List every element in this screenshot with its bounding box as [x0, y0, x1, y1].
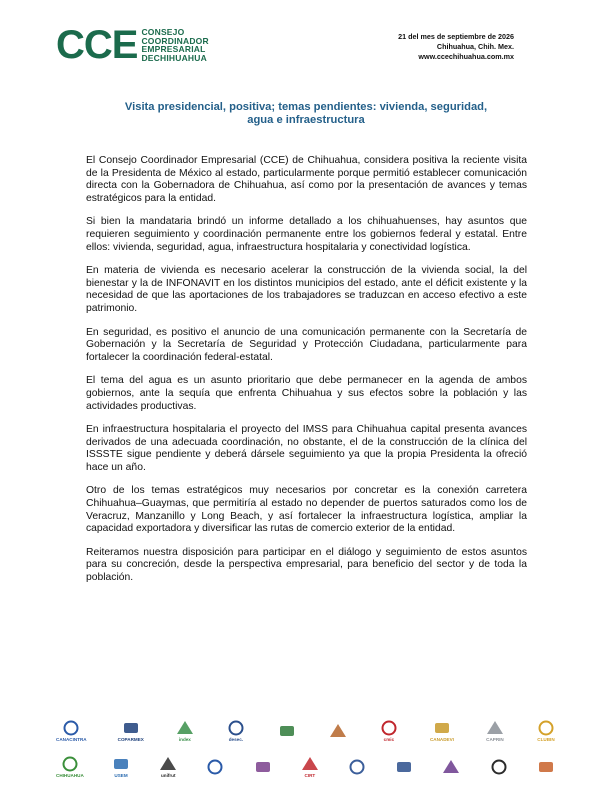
member-logo-mark: [175, 720, 195, 736]
website-link[interactable]: www.ccechihuahua.com.mx: [418, 52, 514, 61]
paragraph: Si bien la mandataria brindó un informe detallado a los chihuahuenses, hay asuntos que requieren seguimiento y coordinación permanente entre los gobiernos federal y estatal. Entre ellos: vivienda, seguridad, agua, infraestructura hospitalaria y conectividad logística.: [86, 216, 527, 253]
document-meta: [398, 32, 514, 62]
member-logo: [175, 720, 195, 742]
member-logo-mark: [111, 756, 131, 772]
letterhead: [0, 0, 612, 90]
member-logo: [226, 720, 246, 742]
member-logo-mark: [328, 723, 348, 739]
member-logo: [485, 720, 505, 742]
press-release-body: [86, 155, 527, 596]
logo-word-line: EMPRESARIAL: [141, 44, 206, 55]
member-logo: [158, 756, 178, 778]
title-line: Visita presidencial, positiva; temas pendientes: vivienda, seguridad,: [124, 101, 488, 113]
member-logo-mark: [489, 759, 509, 775]
paragraph: En seguridad, es positivo el anuncio de una comunicación permanente con la Secretaría de Gobernación y la Secretaría de Seguridad y Protección Ciudadana, particularmente para fortalecer la coordinación federal-estatal.: [86, 326, 527, 363]
member-logo: [430, 720, 454, 742]
paragraph: El tema del agua es un asunto prioritario que debe permanecer en la agenda de ambos gobiernos, ante la sequía que enfrenta Chihuahua y sus efectos sobre la población y las actividades productivas.: [86, 375, 527, 412]
member-logo-mark: [253, 759, 273, 775]
member-logo-name: index: [178, 737, 191, 742]
member-logo: [300, 756, 320, 778]
member-logo-name: CANADEVI: [429, 737, 454, 742]
member-logo: [56, 756, 84, 778]
member-logo: [536, 720, 556, 742]
member-logo-mark: [432, 720, 452, 736]
cce-logo: [56, 23, 209, 68]
member-logo: [253, 759, 273, 775]
member-logo: [118, 720, 144, 742]
member-logo-mark: [394, 759, 414, 775]
member-logo-name: cmic: [383, 737, 395, 742]
paragraph: Reiteramos nuestra disposición para participar en el diálogo y seguimiento de estos asuntos para su concreción, desde la perspectiva empresarial, para beneficio del sector y de toda la población.: [86, 546, 527, 584]
member-logo-name: USEM: [114, 773, 128, 778]
member-logo: [56, 720, 87, 742]
member-logo-mark: [300, 756, 320, 772]
member-logo: [394, 759, 414, 775]
member-logo: [111, 756, 131, 778]
paragraph: En materia de vivienda es necesario acelerar la construcción de la vivienda social, la del bienestar y la de INFONAVIT en los distintos municipios del estado, ante el déficit existente y la necesidad de que las aportaciones de los trabajadores se traduzcan en acceso efectivo a este patrimonio.: [86, 265, 527, 314]
document-location: Chihuahua, Chih. Mex.: [436, 42, 514, 51]
member-logo-mark: [158, 756, 178, 772]
logo-word-line: DECHIHUAHUA: [141, 52, 207, 63]
member-logo-mark: [379, 720, 399, 736]
paragraph: El Consejo Coordinador Empresarial (CCE) de Chihuahua, considera positiva la reciente visita de la Presidenta de México al estado, particularmente porque permitió establecer comunicación directa con la Gobernadora de Chihuahua, así como por la presentación de avances y temas estratégicos para la entidad.: [86, 155, 527, 204]
logo-word-line: COORDINADOR: [141, 35, 209, 46]
member-logo-name: CIRT: [304, 773, 316, 778]
member-logo: [277, 723, 297, 739]
member-logos-row-1: [56, 720, 556, 742]
member-logo-name: CLUBIN: [537, 737, 555, 742]
member-logo: [328, 723, 348, 739]
member-logo-mark: [277, 723, 297, 739]
logo-word-line: CONSEJO: [141, 27, 185, 37]
press-release-title: [90, 101, 522, 126]
member-logo-mark: [205, 759, 225, 775]
member-logo-mark: [536, 720, 556, 736]
member-logos-row-2: [56, 756, 556, 778]
member-logo-name: CAPRIN: [486, 737, 504, 742]
paragraph: Otro de los temas estratégicos muy necesarios por concretar es la conexión carretera Chihuahua–Guaymas, que permitiría al estado no depender de puertos saturados como los de Veracruz, Manzanillo y Long Beach, y así fortalecer la infraestructura logística, ampliar la capacidad exportadora y diversificar las rutas de comercio exterior de la entidad.: [86, 485, 527, 535]
member-logo-mark: [441, 759, 461, 775]
member-logo: [205, 759, 225, 775]
member-logo-mark: [226, 720, 246, 736]
member-logo: [489, 759, 509, 775]
title-line: agua e infraestructura: [247, 113, 365, 126]
cce-logo-mark: CCE: [56, 23, 138, 68]
member-logo: [379, 720, 399, 742]
document-date: 21 del mes de septiembre de 2026: [398, 32, 514, 41]
member-logo-name: CHIHUAHUA: [56, 773, 84, 778]
member-logo-mark: [121, 720, 141, 736]
member-logo-mark: [485, 720, 505, 736]
member-logo-mark: [60, 756, 80, 772]
member-logo-mark: [61, 720, 81, 736]
member-logo: [441, 759, 461, 775]
member-logo: [347, 759, 367, 775]
member-logo-name: COPARMEX: [117, 737, 144, 742]
member-logo: [536, 759, 556, 775]
paragraph: En infraestructura hospitalaria el proyecto del IMSS para Chihuahua capital presenta avances derivados de una adecuada coordinación, no obstante, el de la construcción de la clínica del ISSSTE sigue pendiente y deberá dársele seguimiento ya que la propia Presidenta la ofreció hace un año.: [86, 424, 527, 473]
member-logo-mark: [536, 759, 556, 775]
member-logo-name: CANACINTRA: [56, 737, 87, 742]
member-logo-name: desec.: [228, 737, 244, 742]
cce-logo-words: [141, 28, 208, 62]
member-logo-name: unifrut: [160, 773, 176, 778]
member-logos-footer: [56, 714, 556, 784]
member-logo-mark: [347, 759, 367, 775]
